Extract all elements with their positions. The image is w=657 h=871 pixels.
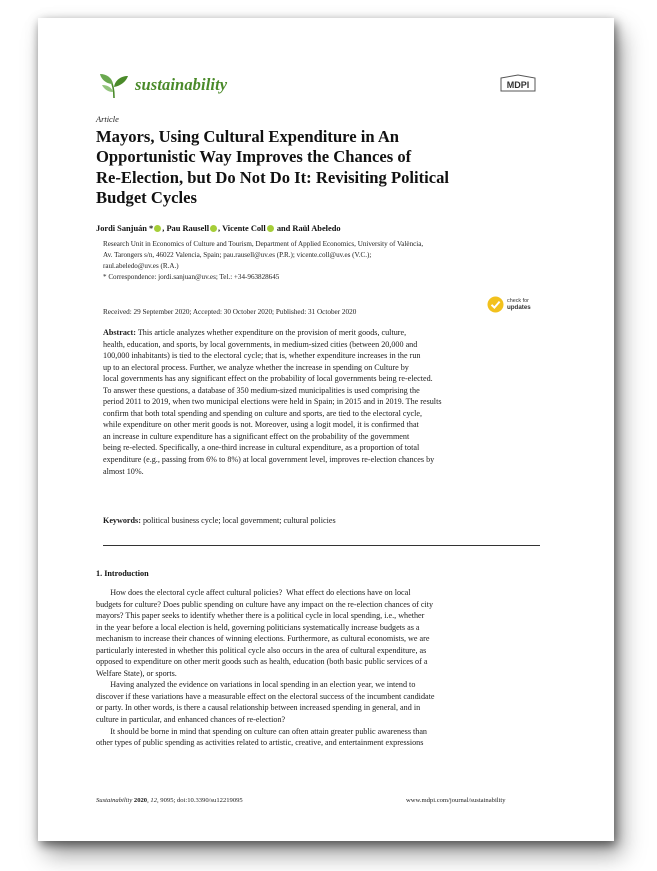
- footer-journal: Sustainability: [96, 797, 133, 804]
- body-line: discover if these variations have a measurable effect on the electoral success of the incumbent candidate: [96, 691, 435, 701]
- abstract-line: health, education, and sports, by local governments, in medium-sized cities (between 20,000 and: [103, 339, 418, 349]
- body-line: or party. In other words, is there a causal relationship between increased spending in general, and in: [96, 703, 421, 713]
- abstract-line: almost 10%.: [103, 466, 144, 476]
- abstract-line: 100,000 inhabitants) is tied to the electoral cycle; that is, whether expenditure increases in the run: [103, 351, 421, 361]
- keywords-text: political business cycle; local government; cultural policies: [140, 516, 336, 525]
- publication-dates: Received: 29 September 2020; Accepted: 30 October 2020; Published: 31 October 2020: [103, 308, 357, 316]
- title-line: Opportunistic Way Improves the Chances of: [96, 147, 412, 167]
- affiliation-line: Av. Tarongers s/n, 46022 Valencia, Spain; pau.rausell@uv.es (P.R.); vicente.coll@uv.es (V.C.);: [103, 251, 372, 260]
- title-line: Mayors, Using Cultural Expenditure in An: [96, 127, 400, 146]
- author-list: [96, 224, 341, 233]
- footer-volume: , 12: [147, 797, 157, 804]
- title-line: Re-Election, but Do Not Do It: Revisiting Political: [96, 167, 450, 187]
- body-line: Having analyzed the evidence on variations in local spending in an election year, we intend to: [96, 680, 416, 690]
- footer-doi: , 9095; doi:10.3390/su12219095: [157, 797, 243, 804]
- leaf-logo-icon: [96, 70, 132, 100]
- abstract-line: local governments has any significant effect on the probability of local governments being re-elected.: [103, 374, 433, 384]
- journal-logo[interactable]: [96, 70, 227, 100]
- section-heading: 1. Introduction: [96, 569, 149, 578]
- body-line: particularly interested in whether this political cycle also occurs in the area of cultural expenditure, as: [96, 645, 427, 655]
- journal-name: sustainability: [135, 75, 228, 94]
- footer-year: 2020: [132, 797, 148, 804]
- abstract: [103, 327, 540, 477]
- orcid-icon[interactable]: [210, 225, 217, 232]
- author-name[interactable]: , Pau Rausell: [162, 224, 210, 233]
- journal-url[interactable]: www.mdpi.com/journal/sustainability: [406, 797, 506, 804]
- body-line: Welfare State), or sports.: [96, 668, 177, 678]
- author-name[interactable]: Jordi Sanjuán *: [96, 224, 154, 233]
- author-name[interactable]: , Vicente Coll: [218, 224, 266, 233]
- abstract-line: To answer these questions, a database of 350 medium-sized municipalities is used comprising the: [103, 385, 420, 395]
- section-body: [96, 587, 540, 749]
- body-line: How does the electoral cycle affect cultural policies? What effect do elections have on local: [96, 588, 411, 597]
- body-line: It should be borne in mind that spending on culture can often attain greater public awareness than: [96, 726, 427, 736]
- publisher-name: MDPI: [506, 80, 530, 90]
- orcid-icon[interactable]: [267, 225, 274, 232]
- affiliation-line: Research Unit in Economics of Culture and Tourism, Department of Applied Economics, University of València,: [103, 240, 424, 248]
- body-line: budgets for culture? Does public spending on culture have any impact on the re-election chances of city: [96, 599, 434, 609]
- correspondence-line: * Correspondence: jordi.sanjuan@uv.es; Tel.: +34-963828645: [103, 273, 280, 282]
- section-divider: [103, 545, 540, 546]
- body-line: other types of public spending as activities related to artistic, creative, and entertainment expressions: [96, 738, 424, 748]
- paper-page: [38, 18, 614, 841]
- check-updates-label: updates: [507, 303, 531, 311]
- abstract-line: an increase in culture expenditure has a significant effect on the probability of the government: [103, 431, 410, 441]
- affiliation-line: raul.abeledo@uv.es (R.A.): [103, 262, 179, 271]
- body-line: mechanism to increase their chances of winning elections. Furthermore, as cultural economists, we are: [96, 634, 430, 644]
- keywords: [103, 516, 336, 525]
- abstract-line: This article analyzes whether expenditure on the provision of merit goods, culture,: [135, 328, 407, 337]
- abstract-line: period 2011 to 2019, when two municipal elections were held in Spain; in 2015 and in 2019. The results: [103, 397, 442, 407]
- abstract-line: expenditure (e.g., passing from 6% to 8%) at local government level, improves re-election chances by: [103, 455, 435, 465]
- orcid-icon[interactable]: [154, 225, 161, 232]
- affiliation-block: [103, 239, 548, 283]
- keywords-label: Keywords:: [103, 516, 141, 525]
- author-name[interactable]: and Raül Abeledo: [274, 224, 341, 233]
- body-line: culture in particular, and enhanced chances of re-election?: [96, 715, 286, 725]
- abstract-line: confirm that both total spending and spending on culture and sports, are tied to the electoral cycle,: [103, 408, 423, 418]
- mdpi-logo[interactable]: [497, 74, 539, 94]
- article-type: Article: [96, 115, 119, 124]
- body-line: in the year before a local election is held, governing politicians systematically increase budgets as a: [96, 622, 420, 632]
- abstract-line: being re-elected. Specifically, a one-third increase in cultural expenditure, as a proportion of total: [103, 443, 420, 453]
- citation-footer: [96, 797, 243, 804]
- abstract-label: Abstract:: [103, 328, 136, 337]
- check-updates-icon: [487, 296, 504, 313]
- body-line: mayors? This paper seeks to identify whether there is a political cycle in local spending, i.e., whether: [96, 611, 425, 621]
- check-updates-label: check for: [507, 298, 529, 305]
- abstract-line: up to an electoral process. Further, we analyze whether the increase in spending on Culture by: [103, 362, 409, 372]
- title-line: Budget Cycles: [96, 188, 197, 208]
- abstract-line: while expenditure on other merit goods is not. Moreover, using a logit model, it is confirmed that: [103, 420, 419, 430]
- paper-title: [96, 127, 546, 209]
- check-for-updates-badge[interactable]: [487, 296, 531, 313]
- body-line: opposed to expenditure on other merit goods such as health, education (both basic public services of a: [96, 657, 428, 667]
